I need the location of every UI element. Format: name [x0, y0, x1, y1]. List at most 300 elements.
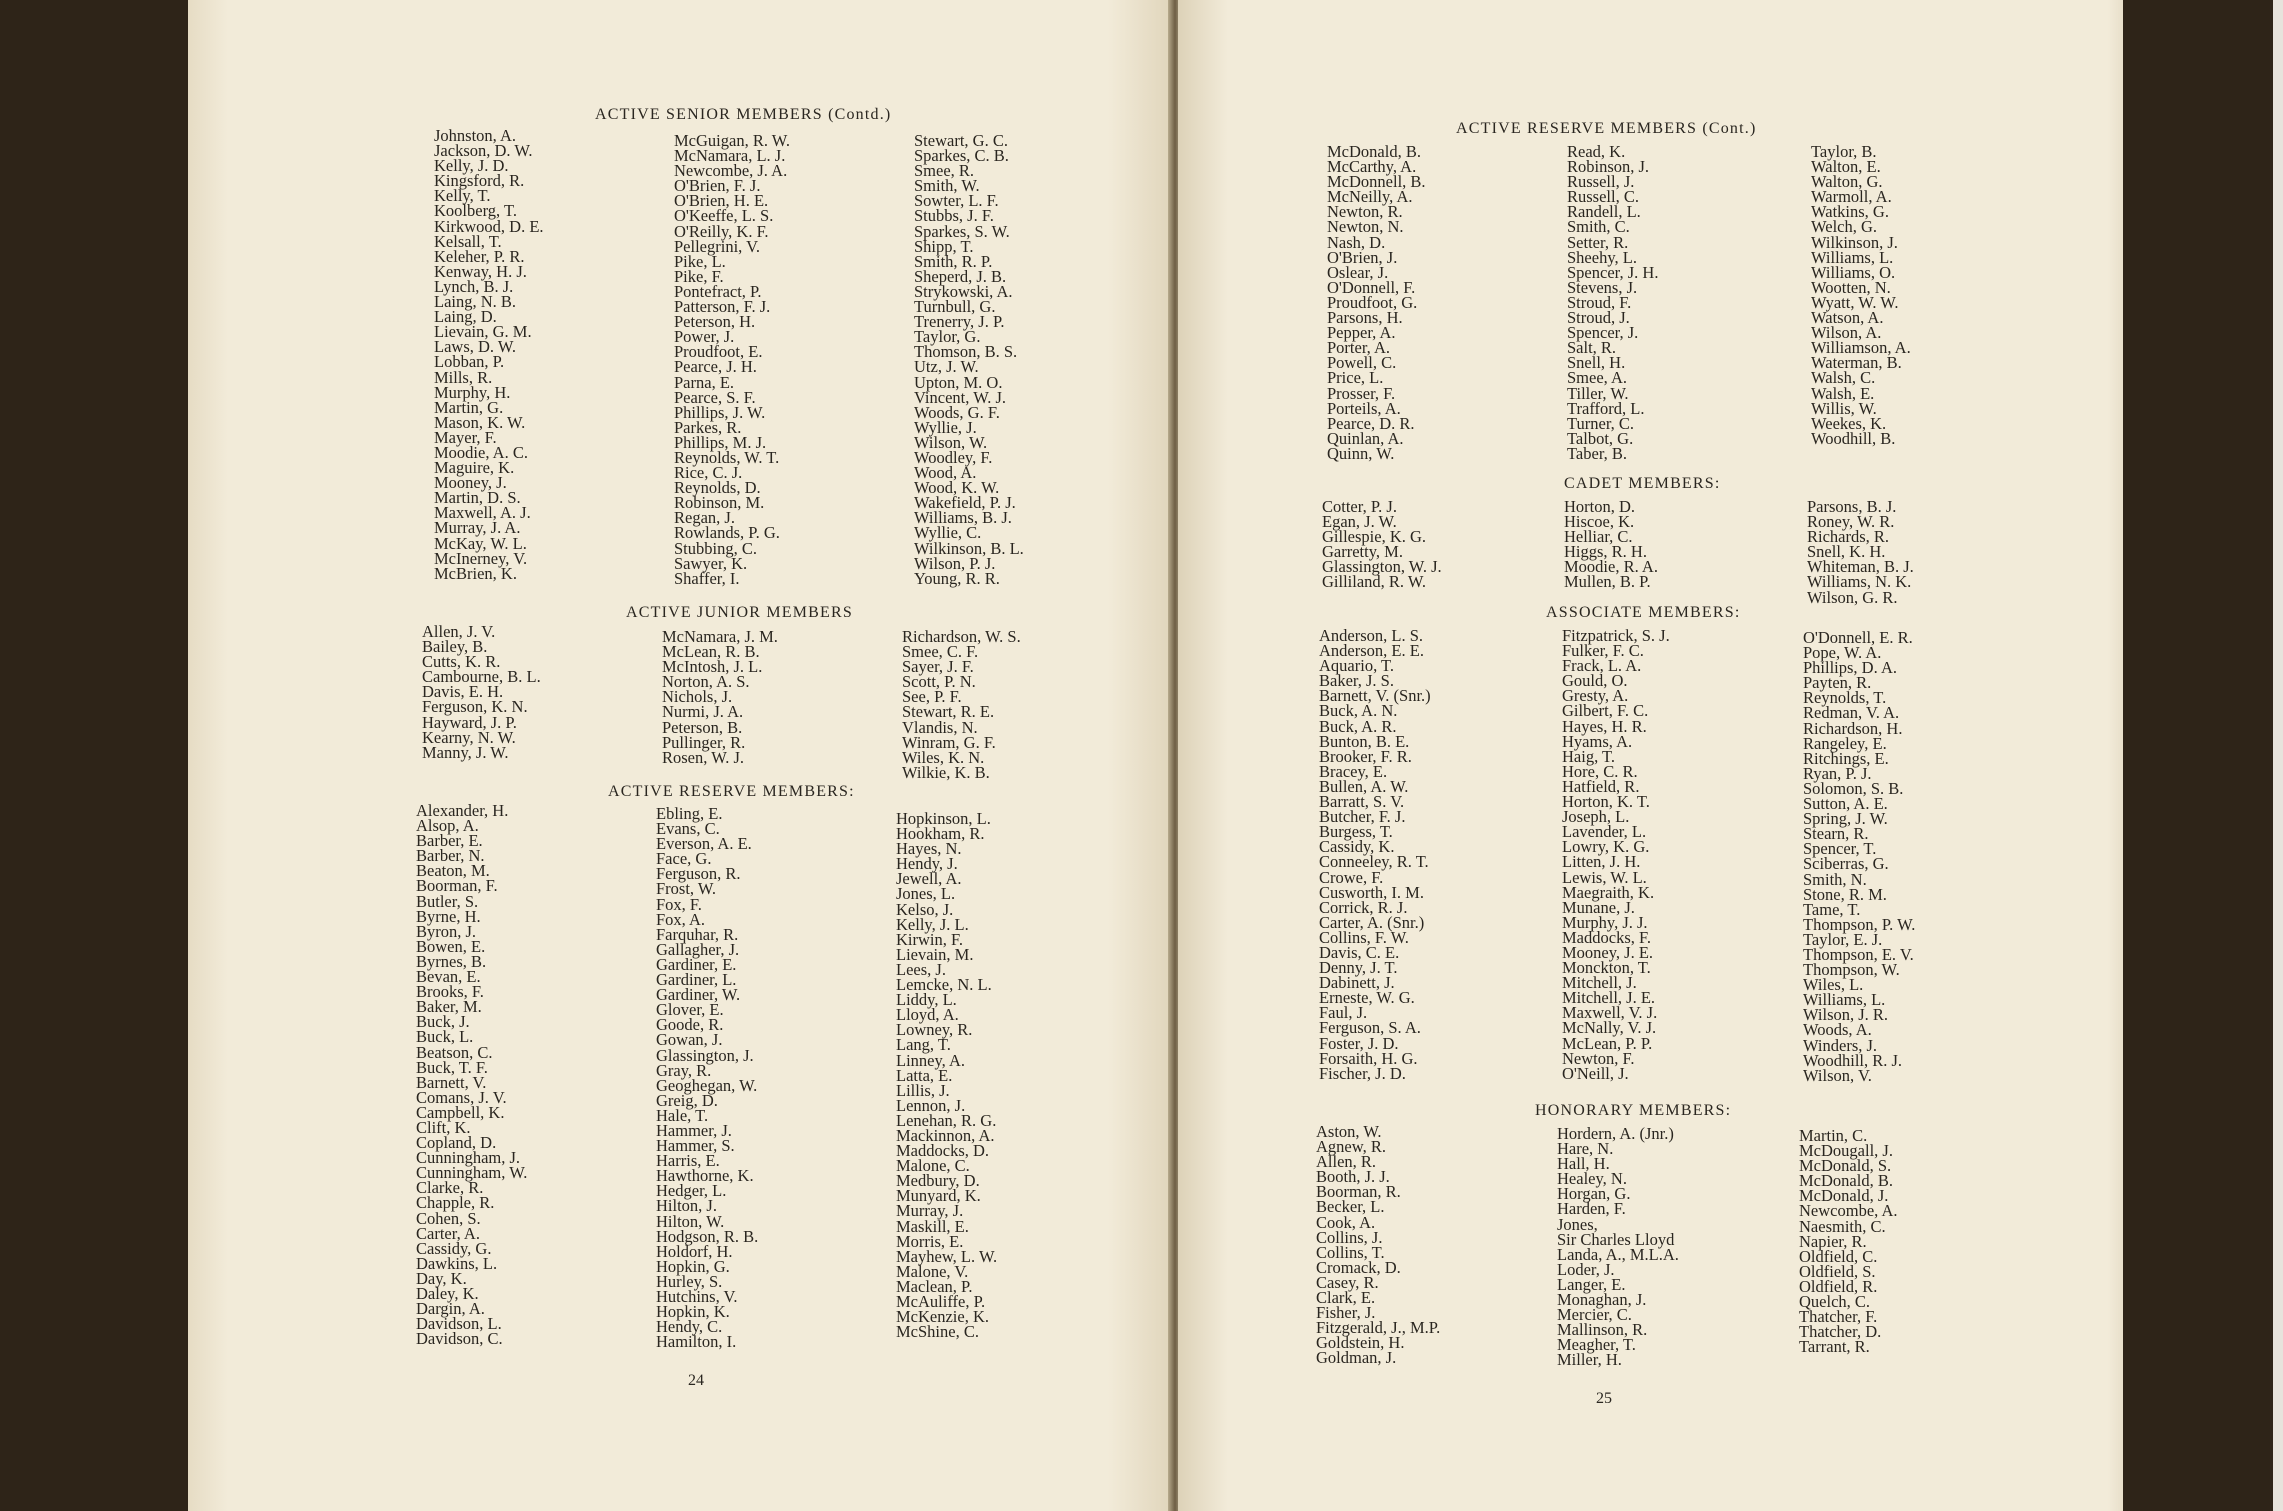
member-name: Richardson, H. — [1803, 718, 1903, 738]
member-name: Cotter, P. J. — [1322, 497, 1397, 516]
name-column — [1799, 1126, 1898, 1357]
member-name: Young, R. R. — [914, 568, 1000, 588]
member-name: Harden, F. — [1557, 1199, 1626, 1219]
member-name: Alexander, H. — [416, 801, 509, 820]
member-name: Collins, T. — [1316, 1242, 1385, 1262]
member-name: Hopkinson, L. — [896, 809, 991, 828]
member-name: Moodie, A. C. — [434, 442, 528, 462]
member-name: Hendy, C. — [656, 1317, 723, 1337]
member-name: Wilson, W. — [914, 432, 988, 452]
member-name: McIntosh, J. L. — [662, 657, 763, 677]
member-name: Nichols, J. — [662, 687, 733, 707]
member-name: Wootten, N. — [1811, 277, 1891, 297]
member-name: Cohen, S. — [416, 1208, 481, 1228]
member-name: Jones, — [1557, 1214, 1598, 1234]
member-name: Cromack, D. — [1316, 1257, 1401, 1277]
member-name: Willis, W. — [1811, 398, 1877, 418]
member-name: Wood, A. — [914, 463, 977, 483]
section-heading: ACTIVE RESERVE MEMBERS: — [608, 783, 855, 800]
member-name: Hammer, S. — [656, 1136, 735, 1156]
member-name: Beaton, M. — [416, 861, 490, 881]
member-name: Allen, R. — [1316, 1152, 1377, 1172]
member-name: Davidson, L. — [416, 1314, 502, 1334]
member-name: Bullen, A. W. — [1319, 776, 1409, 796]
member-name: Evans, C. — [656, 819, 720, 839]
member-name: Murray, J. A. — [434, 518, 521, 538]
section-heading: HONORARY MEMBERS: — [1535, 1102, 1732, 1119]
member-name: Wilson, A. — [1811, 323, 1882, 343]
member-name: Ritchings, E. — [1803, 748, 1889, 768]
member-name: Quinlan, A. — [1327, 428, 1404, 448]
member-name: Denny, J. T. — [1319, 958, 1398, 978]
member-name: Russell, C. — [1567, 187, 1639, 207]
member-name: Lowry, K. G. — [1562, 837, 1650, 857]
member-name: McNally, V. J. — [1562, 1018, 1657, 1038]
member-name: Gillespie, K. G. — [1322, 527, 1427, 547]
member-name: Clark, E. — [1316, 1288, 1376, 1308]
member-name: Garretty, M. — [1322, 542, 1403, 562]
member-name: Copland, D. — [416, 1133, 497, 1153]
member-name: Turner, C. — [1567, 413, 1635, 433]
member-name: Woodley, F. — [914, 447, 993, 467]
member-name: Thompson, P. W. — [1803, 914, 1916, 934]
member-name: Randell, L. — [1567, 202, 1641, 222]
member-name: Spencer, J. — [1567, 323, 1639, 343]
name-column — [914, 133, 1024, 586]
name-column — [674, 133, 790, 586]
member-name: Taber, B. — [1567, 443, 1628, 463]
member-name: O'Brien, F. J. — [674, 176, 761, 196]
member-name: Mason, K. W. — [434, 412, 526, 432]
member-name: Wiles, L. — [1803, 975, 1864, 995]
member-name: Watkins, G. — [1811, 202, 1889, 222]
name-column — [1811, 144, 1911, 446]
member-name: Faul, J. — [1319, 1003, 1368, 1023]
section-heading: ACTIVE SENIOR MEMBERS (Contd.) — [595, 106, 892, 123]
member-name: Aston, W. — [1316, 1122, 1382, 1141]
member-name: Shipp, T. — [914, 236, 974, 256]
member-name: Woods, G. F. — [914, 402, 1000, 422]
member-name: Brooker, F. R. — [1319, 746, 1412, 766]
member-name: Horton, K. T. — [1562, 792, 1650, 812]
member-name: Haig, T. — [1562, 746, 1616, 766]
member-name: Mullen, B. P. — [1564, 572, 1651, 592]
member-name: Mitchell, J. — [1562, 973, 1637, 993]
member-name: Hopkin, G. — [656, 1256, 730, 1276]
member-name: Watson, A. — [1811, 308, 1884, 328]
member-name: Ryan, P. J. — [1803, 763, 1872, 783]
member-name: Scott, P. N. — [902, 672, 976, 692]
member-name: Walsh, C. — [1811, 368, 1876, 388]
member-name: Hayes, N. — [896, 839, 962, 859]
member-name: Pepper, A. — [1327, 323, 1396, 343]
member-name: Martin, C. — [1799, 1126, 1868, 1145]
member-name: McDonnell, B. — [1327, 172, 1426, 192]
member-name: Lievain, G. M. — [434, 322, 532, 342]
member-name: Pope, W. A. — [1803, 643, 1882, 663]
member-name: Johnston, A. — [434, 126, 517, 145]
member-name: Crowe, F. — [1319, 867, 1384, 887]
member-name: Wilkie, K. B. — [902, 762, 990, 782]
name-column — [1557, 1126, 1679, 1368]
member-name: Erneste, W. G. — [1319, 988, 1415, 1008]
member-name: See, P. F. — [902, 687, 962, 707]
member-name: Lievain, M. — [896, 944, 974, 964]
member-name: Tarrant, R. — [1799, 1337, 1870, 1357]
member-name: Wood, K. W. — [914, 478, 1000, 498]
member-name: O'Brien, J. — [1327, 247, 1398, 267]
member-name: Cook, A. — [1316, 1212, 1376, 1232]
member-name: Lemcke, N. L. — [896, 975, 992, 995]
member-name: Davis, C. E. — [1319, 942, 1400, 962]
member-name: McKay, W. L. — [434, 533, 527, 553]
member-name: Newcombe, A. — [1799, 1201, 1898, 1221]
member-name: Linney, A. — [896, 1050, 966, 1070]
member-name: Holdorf, H. — [656, 1241, 733, 1261]
member-name: Winders, J. — [1803, 1035, 1878, 1055]
member-name: Hiscoe, K. — [1564, 512, 1635, 532]
member-name: Geoghegan, W. — [656, 1075, 758, 1095]
member-name: Smith, N. — [1803, 869, 1867, 889]
member-name: Hopkin, K. — [656, 1302, 730, 1322]
member-name: Parsons, H. — [1327, 308, 1403, 328]
member-name: Shaffer, I. — [674, 568, 740, 588]
member-name: Munane, J. — [1562, 897, 1635, 917]
member-name: Smee, C. F. — [902, 642, 979, 662]
member-name: O'Donnell, E. R. — [1803, 628, 1913, 647]
name-column — [1316, 1124, 1440, 1366]
member-name: Mallinson, R. — [1557, 1320, 1648, 1340]
section-heading: ASSOCIATE MEMBERS: — [1546, 604, 1741, 621]
member-name: Lenehan, R. G. — [896, 1110, 997, 1130]
name-column — [416, 801, 528, 1349]
member-name: Maxwell, V. J. — [1562, 1003, 1658, 1023]
member-name: Sir Charles Lloyd — [1557, 1229, 1675, 1249]
member-name: Smee, A. — [1567, 368, 1628, 388]
member-name: Napier, R. — [1799, 1231, 1867, 1251]
member-name: Koolberg, T. — [434, 201, 517, 221]
member-name: Newton, F. — [1562, 1048, 1635, 1068]
member-name: Cambourne, B. L. — [422, 667, 541, 687]
member-name: Cunningham, J. — [416, 1148, 521, 1168]
member-name: Latta, E. — [896, 1065, 953, 1085]
member-name: Medbury, D. — [896, 1171, 980, 1191]
member-name: Thatcher, F. — [1799, 1307, 1878, 1327]
member-name: Oldfield, C. — [1799, 1246, 1878, 1266]
member-name: Byron, J. — [416, 921, 477, 941]
member-name: Lavender, L. — [1562, 822, 1647, 842]
name-column — [1322, 499, 1442, 590]
member-name: Oslear, J. — [1327, 262, 1389, 282]
member-name: Sutton, A. E. — [1803, 794, 1888, 814]
member-name: Williams, O. — [1811, 262, 1896, 282]
member-name: Taylor, B. — [1811, 142, 1877, 161]
name-column — [434, 128, 544, 581]
member-name: Smith, C. — [1567, 217, 1630, 237]
member-name: Anderson, E. E. — [1319, 641, 1424, 661]
member-name: Solomon, S. B. — [1803, 778, 1904, 798]
member-name: Wakefield, P. J. — [914, 493, 1016, 513]
member-name: Pearce, S. F. — [674, 387, 756, 407]
member-name: Kelly, J. L. — [896, 914, 969, 934]
member-name: Thompson, E. V. — [1803, 944, 1914, 964]
member-name: Stubbing, C. — [674, 538, 757, 558]
member-name: Lillis, J. — [896, 1080, 950, 1100]
member-name: Ferguson, S. A. — [1319, 1018, 1421, 1038]
member-name: Bailey, B. — [422, 637, 488, 657]
member-name: Gresty, A. — [1562, 686, 1629, 706]
member-name: Thomson, B. S. — [914, 342, 1018, 362]
member-name: Brooks, F. — [416, 982, 484, 1002]
member-name: Martin, G. — [434, 397, 504, 417]
member-name: Newton, N. — [1327, 217, 1404, 237]
name-column — [896, 809, 998, 1342]
member-name: Pike, L. — [674, 251, 726, 271]
member-name: Hayes, H. R. — [1562, 716, 1647, 736]
member-name: Helliar, C. — [1564, 527, 1633, 547]
page-number: 24 — [688, 1372, 704, 1389]
member-name: Whiteman, B. J. — [1807, 557, 1914, 577]
member-name: Barratt, S. V. — [1319, 792, 1405, 812]
member-name: Gallagher, J. — [656, 939, 740, 959]
member-name: Tame, T. — [1803, 899, 1861, 919]
member-name: McAuliffe, P. — [896, 1292, 986, 1311]
member-name: Reynolds, T. — [1803, 688, 1887, 708]
member-name: Monaghan, J. — [1557, 1290, 1647, 1310]
member-name: Laing, N. B. — [434, 292, 517, 312]
member-name: Richards, R. — [1807, 527, 1890, 547]
member-name: Thatcher, D. — [1799, 1322, 1882, 1342]
member-name: Snell, K. H. — [1807, 542, 1886, 562]
member-name: Martin, D. S. — [434, 488, 521, 508]
member-name: Davis, E. H. — [422, 682, 504, 702]
member-name: Anderson, L. S. — [1319, 626, 1424, 645]
member-name: Strykowski, A. — [914, 281, 1013, 301]
member-name: Sciberras, G. — [1803, 854, 1889, 874]
member-name: Walton, G. — [1811, 172, 1883, 192]
member-name: Laws, D. W. — [434, 337, 517, 357]
member-name: Lennon, J. — [896, 1095, 966, 1115]
member-name: Wyllie, C. — [914, 523, 982, 543]
member-name: Spencer, J. H. — [1567, 262, 1659, 282]
member-name: Jones, L. — [896, 884, 956, 904]
member-name: Stevens, J. — [1567, 277, 1638, 297]
member-name: Read, K. — [1567, 142, 1626, 161]
member-name: Parna, E. — [674, 372, 735, 392]
member-name: Malone, C. — [896, 1156, 970, 1176]
member-name: Lloyd, A. — [896, 1005, 959, 1025]
member-name: Pearce, J. H. — [674, 357, 757, 377]
member-name: Glover, E. — [656, 1000, 724, 1020]
member-name: Taylor, G. — [914, 327, 981, 347]
member-name: Hodgson, R. B. — [656, 1226, 759, 1246]
member-name: Hendy, J. — [896, 854, 958, 874]
member-name: Smith, R. P. — [914, 251, 993, 271]
member-name: McDougall, J. — [1799, 1141, 1893, 1161]
member-name: Collins, F. W. — [1319, 927, 1409, 947]
member-name: Walsh, E. — [1811, 383, 1875, 403]
member-name: Turnbull, G. — [914, 297, 996, 317]
member-name: Williamson, A. — [1811, 338, 1911, 358]
member-name: Baker, J. S. — [1319, 671, 1394, 691]
member-name: Williams, B. J. — [914, 508, 1012, 528]
member-name: Hale, T. — [656, 1105, 709, 1125]
member-name: Roney, W. R. — [1807, 512, 1895, 532]
member-name: Oldfield, R. — [1799, 1276, 1878, 1296]
member-name: Fox, A. — [656, 909, 706, 929]
member-name: Wilson, P. J. — [914, 553, 996, 573]
member-name: Monckton, T. — [1562, 958, 1651, 978]
member-name: Williams, L. — [1811, 247, 1894, 267]
member-name: Dargin, A. — [416, 1299, 485, 1319]
member-name: Boorman, R. — [1316, 1182, 1401, 1202]
member-name: McNamara, J. M. — [662, 627, 778, 646]
member-name: Allen, J. V. — [422, 622, 496, 641]
member-name: McNeilly, A. — [1327, 187, 1413, 207]
member-name: Boorman, F. — [416, 876, 498, 896]
member-name: McDonald, J. — [1799, 1186, 1889, 1206]
member-name: Newcombe, J. A. — [674, 161, 788, 181]
member-name: Goode, R. — [656, 1015, 724, 1035]
member-name: Maddocks, F. — [1562, 927, 1651, 947]
member-name: Williams, N. K. — [1807, 572, 1912, 592]
member-name: Payten, R. — [1803, 673, 1872, 693]
member-name: Phillips, J. W. — [674, 402, 766, 422]
member-name: Glassington, W. J. — [1322, 557, 1442, 577]
member-name: Pike, F. — [674, 266, 724, 286]
member-name: Murphy, J. J. — [1562, 912, 1648, 932]
member-name: Booth, J. J. — [1316, 1167, 1390, 1187]
member-name: Upton, M. O. — [914, 372, 1003, 392]
member-name: Becker, L. — [1316, 1197, 1385, 1217]
member-name: Fisher, J. — [1316, 1303, 1376, 1323]
member-name: Kelly, J. D. — [434, 156, 509, 176]
member-name: Newton, R. — [1327, 202, 1403, 222]
member-name: Salt, R. — [1567, 338, 1617, 358]
page-edge — [2273, 0, 2283, 1511]
member-name: Sowter, L. F. — [914, 191, 999, 211]
member-name: Phillips, M. J. — [674, 432, 767, 452]
member-name: Hare, N. — [1557, 1139, 1614, 1159]
member-name: Jewell, A. — [896, 869, 962, 889]
member-name: Setter, R. — [1567, 232, 1629, 252]
member-name: Dabinett, J. — [1319, 973, 1395, 993]
member-name: Davidson, C. — [416, 1329, 503, 1349]
member-name: Pontefract, P. — [674, 281, 762, 301]
member-name: Ferguson, K. N. — [422, 697, 528, 717]
member-name: Gowan, J. — [656, 1030, 723, 1050]
member-name: Goldman, J. — [1316, 1348, 1397, 1368]
member-name: Murray, J. — [896, 1201, 964, 1221]
member-name: McKenzie, K. — [896, 1307, 990, 1327]
member-name: Langer, E. — [1557, 1274, 1626, 1294]
member-name: Stroud, F. — [1567, 292, 1632, 312]
member-name: Waterman, B. — [1811, 353, 1902, 373]
member-name: Hilton, J. — [656, 1196, 717, 1216]
member-name: Joseph, L. — [1562, 807, 1630, 827]
member-name: Phillips, D. A. — [1803, 658, 1897, 678]
member-name: Hordern, A. (Jnr.) — [1557, 1124, 1674, 1143]
member-name: Buck, A. R. — [1319, 716, 1397, 736]
member-name: Robinson, M. — [674, 493, 765, 513]
member-name: Reynolds, W. T. — [674, 447, 780, 467]
member-name: Lewis, W. L. — [1562, 867, 1647, 887]
name-column — [1327, 144, 1426, 461]
name-column — [662, 629, 778, 765]
member-name: O'Reilly, K. F. — [674, 221, 769, 241]
member-name: Sheperd, J. B. — [914, 266, 1007, 286]
member-name: Maclean, P. — [896, 1276, 973, 1296]
member-name: Meagher, T. — [1557, 1335, 1636, 1355]
member-name: Smee, R. — [914, 161, 975, 181]
member-name: Pearce, D. R. — [1327, 413, 1415, 433]
member-name: Burgess, T. — [1319, 822, 1393, 842]
member-name: Buck, T. F. — [416, 1057, 488, 1077]
member-name: Quinn, W. — [1327, 443, 1395, 463]
member-name: McDonald, B. — [1799, 1171, 1893, 1191]
member-name: Lees, J. — [896, 959, 946, 979]
member-name: Day, K. — [416, 1268, 467, 1288]
member-name: McNamara, L. J. — [674, 146, 786, 166]
member-name: Sparkes, C. B. — [914, 146, 1009, 166]
member-name: Buck, J. — [416, 1012, 470, 1032]
member-name: Winram, G. F. — [902, 732, 996, 752]
member-name: Tiller, W. — [1567, 383, 1629, 403]
member-name: Fox, F. — [656, 894, 702, 914]
member-name: Mooney, J. — [434, 473, 507, 493]
member-name: O'Brien, H. E. — [674, 191, 769, 211]
member-name: Cusworth, I. M. — [1319, 882, 1424, 902]
member-name: Fitzgerald, J., M.P. — [1316, 1318, 1441, 1338]
member-name: Lobban, P. — [434, 352, 505, 372]
member-name: Nash, D. — [1327, 232, 1386, 252]
member-name: Foster, J. D. — [1319, 1033, 1399, 1053]
member-name: Barber, N. — [416, 846, 485, 866]
name-column — [1807, 499, 1914, 605]
member-name: Conneeley, R. T. — [1319, 852, 1429, 872]
member-name: Laing, D. — [434, 307, 497, 327]
member-name: Hutchins, V. — [656, 1287, 738, 1306]
section-heading: ACTIVE JUNIOR MEMBERS — [626, 604, 853, 621]
member-name: Parsons, B. J. — [1807, 497, 1897, 516]
member-name: Trafford, L. — [1567, 398, 1645, 418]
member-name: Byrnes, B. — [416, 951, 487, 971]
page-number: 25 — [1596, 1390, 1612, 1407]
member-name: Thompson, W. — [1803, 960, 1900, 980]
member-name: McDonald, S. — [1799, 1156, 1892, 1176]
member-name: Mayer, F. — [434, 427, 497, 447]
member-name: McInerney, V. — [434, 548, 528, 568]
member-name: Higgs, R. H. — [1564, 542, 1647, 562]
member-name: Maguire, K. — [434, 458, 515, 478]
member-name: Hore, C. R. — [1562, 761, 1638, 781]
member-name: Wilson, J. R. — [1803, 1005, 1889, 1025]
member-name: Dawkins, L. — [416, 1253, 498, 1273]
member-name: Hayward, J. P. — [422, 712, 517, 732]
member-name: Norton, A. S. — [662, 672, 750, 692]
member-name: Cunningham, W. — [416, 1163, 528, 1183]
member-name: Mackinnon, A. — [896, 1125, 995, 1145]
member-name: Weekes, K. — [1811, 413, 1887, 433]
member-name: Byrne, H. — [416, 906, 481, 926]
member-name: Prosser, F. — [1327, 383, 1396, 403]
member-name: Hall, H. — [1557, 1154, 1610, 1174]
member-name: Hookham, R. — [896, 824, 985, 844]
member-name: Hamilton, I. — [656, 1332, 737, 1352]
member-name: Forsaith, H. G. — [1319, 1048, 1418, 1068]
member-name: Kearny, N. W. — [422, 727, 516, 747]
member-name: Buck, A. N. — [1319, 701, 1398, 721]
